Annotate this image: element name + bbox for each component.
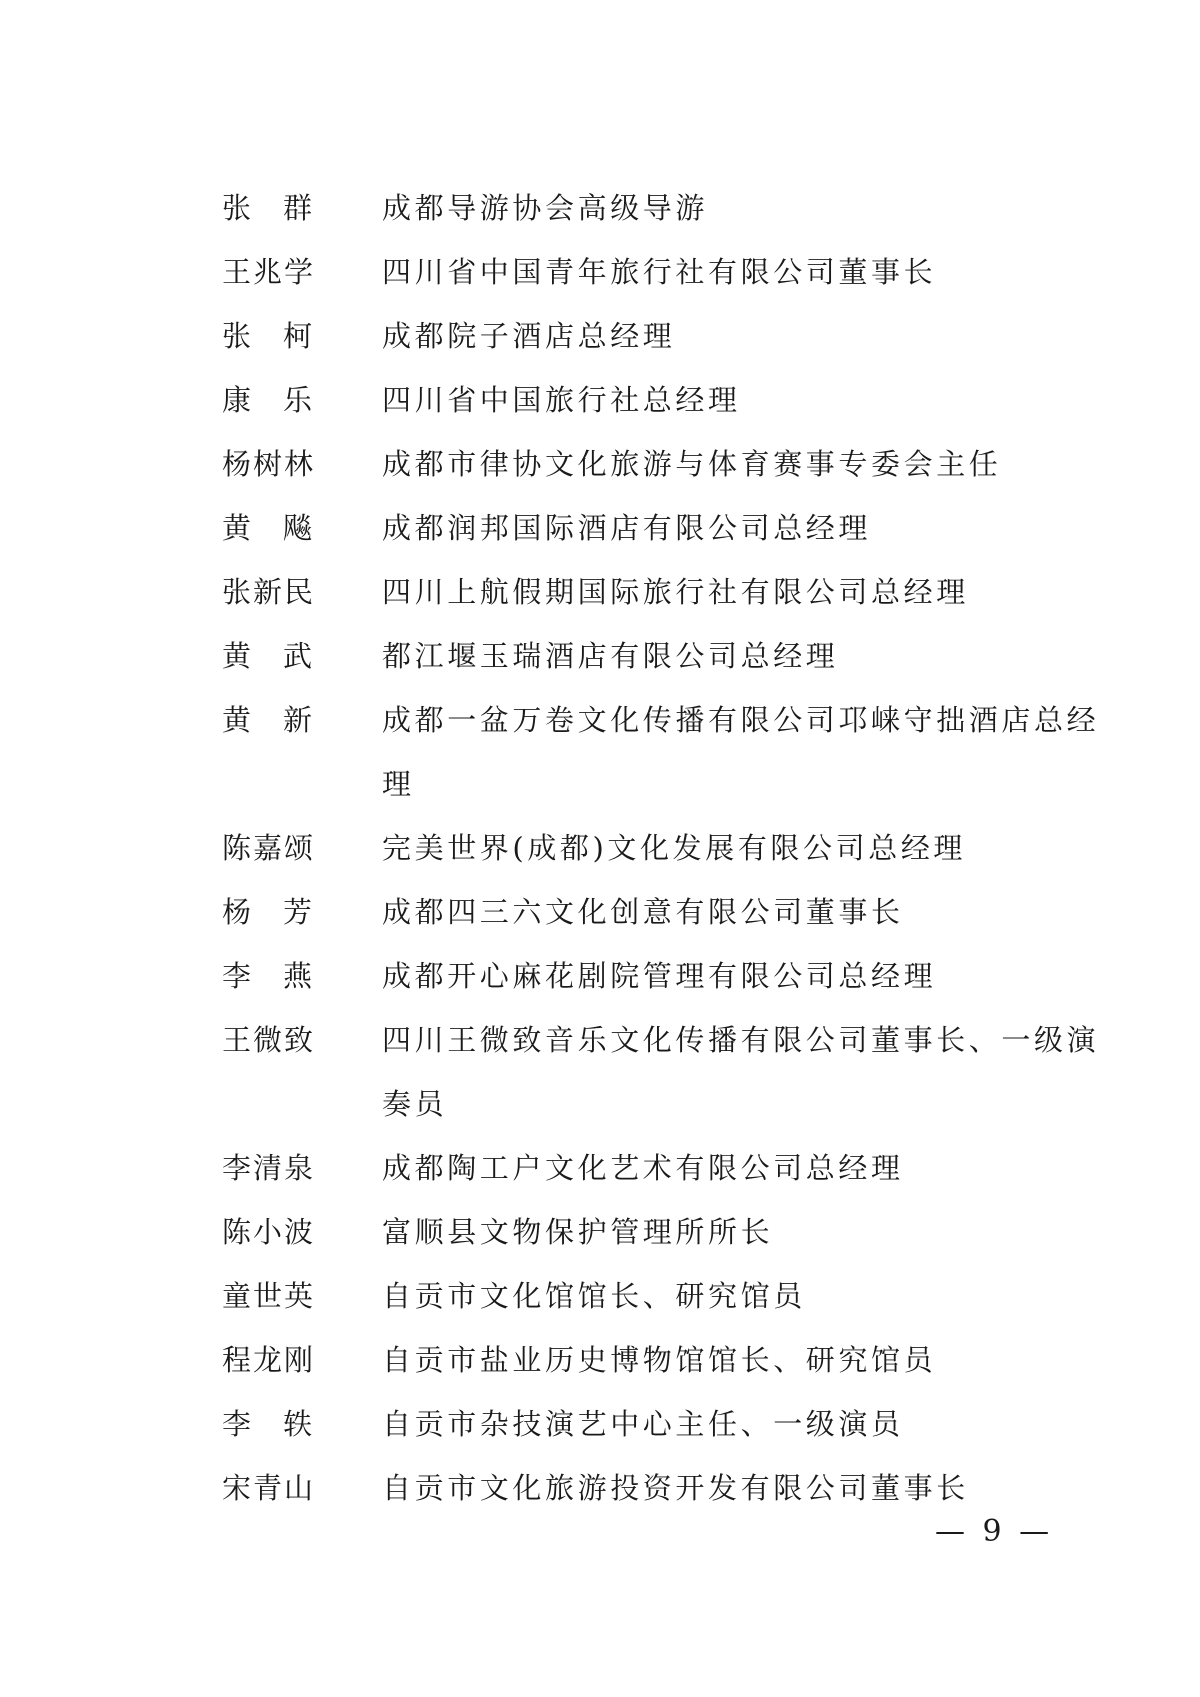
member-title: 自贡市文化馆馆长、研究馆员 [382,1279,806,1313]
list-item [222,560,1102,624]
member-name: 王兆学 [222,255,316,289]
member-name: 黄 新 [222,703,312,737]
list-item [222,176,1102,240]
member-name: 杨 芳 [222,895,312,929]
list-item [222,1328,1102,1392]
list-item [222,1136,1102,1200]
member-name: 杨树林 [222,447,316,481]
member-title: 成都导游协会高级导游 [382,191,709,225]
member-name: 黄 武 [222,639,312,673]
member-title: 四川省中国青年旅行社有限公司董事长 [382,255,937,289]
member-title: 完美世界(成都)文化发展有限公司总经理 [382,831,967,865]
member-name: 王微致 [222,1023,316,1057]
member-name: 张 群 [222,191,312,225]
member-title: 四川上航假期国际旅行社有限公司总经理 [382,575,969,609]
list-item [222,1008,1102,1136]
member-title: 自贡市杂技演艺中心主任、一级演员 [382,1407,904,1441]
member-name: 宋青山 [222,1471,316,1505]
member-name: 程龙刚 [222,1343,316,1377]
page-number: — 9 — [935,1514,1054,1549]
member-name: 李 燕 [222,959,312,993]
list-item [222,880,1102,944]
member-name: 李清泉 [222,1151,316,1185]
member-title: 成都一盆万卷文化传播有限公司邛崃守拙酒店总经理 [382,703,1100,801]
member-title: 成都市律协文化旅游与体育赛事专委会主任 [382,447,1002,481]
member-title: 成都润邦国际酒店有限公司总经理 [382,511,872,545]
member-title: 自贡市文化旅游投资开发有限公司董事长 [382,1471,969,1505]
list-item [222,432,1102,496]
list-item [222,240,1102,304]
list-item [222,1200,1102,1264]
member-title: 成都四三六文化创意有限公司董事长 [382,895,904,929]
list-item [222,368,1102,432]
member-name: 黄 飚 [222,511,312,545]
list-item [222,944,1102,1008]
list-item [222,1456,1102,1520]
member-name: 陈小波 [222,1215,316,1249]
member-title: 都江堰玉瑞酒店有限公司总经理 [382,639,839,673]
list-item [222,688,1102,816]
member-title: 富顺县文物保护管理所所长 [382,1215,774,1249]
member-title: 成都开心麻花剧院管理有限公司总经理 [382,959,937,993]
list-item [222,304,1102,368]
list-item [222,1392,1102,1456]
member-title: 成都院子酒店总经理 [382,319,676,353]
member-name: 张新民 [222,575,316,609]
member-name: 陈嘉颂 [222,831,316,865]
member-name: 康 乐 [222,383,312,417]
member-list [222,176,1102,1520]
member-title: 四川省中国旅行社总经理 [382,383,741,417]
member-name: 童世英 [222,1279,316,1313]
list-item [222,496,1102,560]
list-item [222,1264,1102,1328]
member-title: 四川王微致音乐文化传播有限公司董事长、一级演奏员 [382,1023,1100,1121]
member-title: 成都陶工户文化艺术有限公司总经理 [382,1151,904,1185]
list-item [222,816,1102,880]
member-title: 自贡市盐业历史博物馆馆长、研究馆员 [382,1343,937,1377]
list-item [222,624,1102,688]
member-name: 张 柯 [222,319,312,353]
member-name: 李 轶 [222,1407,312,1441]
